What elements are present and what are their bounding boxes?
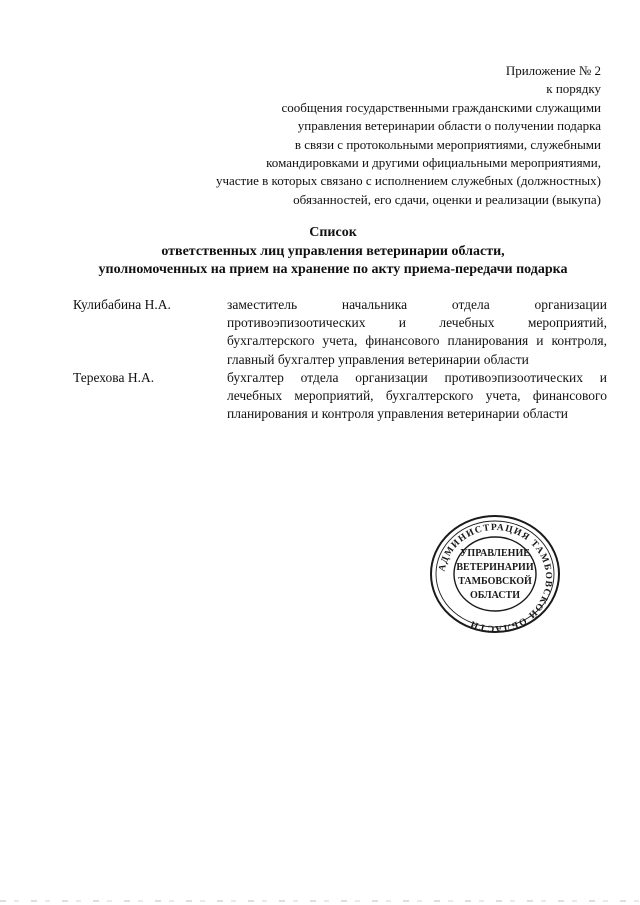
appendix-line: Приложение № 2 bbox=[505, 63, 601, 78]
person-name: Кулибабина Н.А. bbox=[73, 297, 171, 312]
appendix-line: в связи с протокольными мероприятиями, служебными bbox=[294, 136, 601, 152]
appendix-line: к порядку bbox=[546, 81, 601, 97]
appendix-line: командировками и другими официальными мероприятиями, bbox=[266, 155, 601, 171]
stamp-center-line: ОБЛАСТИ bbox=[470, 590, 520, 601]
official-stamp bbox=[428, 512, 562, 636]
title-line: уполномоченных на прием на хранение по акту приема-передачи подарка bbox=[98, 262, 568, 277]
stamp-ring-text: АДМИНИСТРАЦИЯ ТАМБОВСКОЙ ОБЛАСТИ bbox=[437, 522, 554, 634]
appendix-header bbox=[171, 62, 601, 209]
person-row bbox=[73, 369, 607, 424]
scan-edge-noise bbox=[0, 900, 640, 902]
responsible-persons-list bbox=[73, 296, 607, 423]
person-role: бухгалтер отдела организации противоэпизоотических и лечебных мероприятий, бухгалтерского учета, финансового планирования и контроля управления ветеринарии области bbox=[227, 369, 607, 422]
person-row bbox=[73, 296, 607, 369]
appendix-line: управления ветеринарии области о получении подарка bbox=[297, 118, 601, 134]
stamp-seal-icon bbox=[428, 512, 562, 636]
stamp-center-line: УПРАВЛЕНИЕ bbox=[460, 548, 530, 559]
document-title bbox=[0, 224, 640, 280]
appendix-line: обязанностей, его сдачи, оценки и реализации (выкупа) bbox=[293, 191, 601, 207]
appendix-line: сообщения государственными гражданскими служащими bbox=[281, 99, 601, 115]
stamp-center-line: ВЕТЕРИНАРИИ bbox=[456, 562, 534, 573]
appendix-line: участие в которых связано с исполнением служебных (должностных) bbox=[215, 173, 601, 189]
title-line: Список bbox=[309, 225, 357, 240]
person-name: Терехова Н.А. bbox=[73, 369, 155, 385]
stamp-center-line: ТАМБОВСКОЙ bbox=[458, 576, 532, 587]
person-role: заместитель начальника отдела организации противоэпизоотических и лечебных мероприятий, бухгалтерского учета, финансового планирования и контроля, главный бухгалтер управления ветеринарии области bbox=[227, 297, 607, 367]
title-line: ответственных лиц управления ветеринарии области, bbox=[161, 243, 505, 259]
